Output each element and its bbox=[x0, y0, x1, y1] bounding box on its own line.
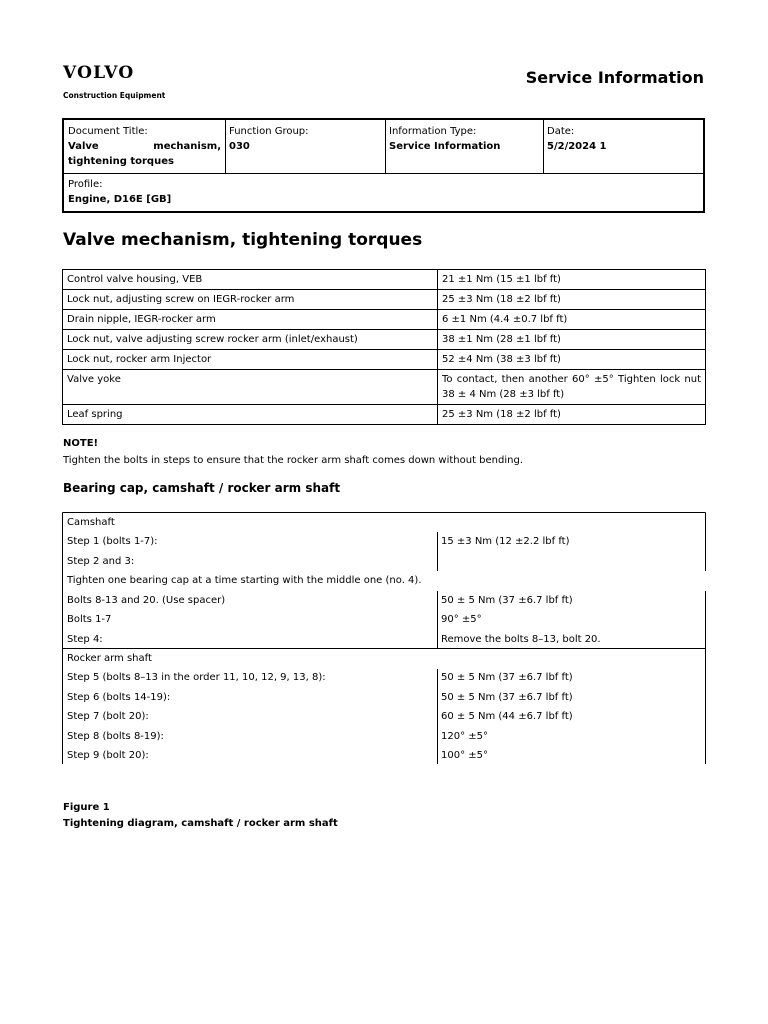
step-value: 15 ±3 Nm (12 ±2.2 lbf ft) bbox=[441, 536, 570, 547]
step-value: 50 ± 5 Nm (37 ±6.7 lbf ft) bbox=[441, 595, 573, 606]
torque-cell: 52 ±4 Nm (38 ±3 lbf ft) bbox=[438, 350, 706, 370]
torque-cell: 25 ±3 Nm (18 ±2 lbf ft) bbox=[438, 405, 706, 425]
date-value: 5/2/2024 1 bbox=[547, 141, 607, 152]
table-row bbox=[63, 350, 706, 370]
torque-cell: 21 ±1 Nm (15 ±1 lbf ft) bbox=[438, 270, 706, 290]
document-title-value: Valve mechanism, tightening torques bbox=[68, 141, 221, 167]
step-label: Step 2 and 3: bbox=[67, 556, 135, 567]
function-group-value: 030 bbox=[229, 141, 250, 152]
table-row bbox=[63, 270, 706, 290]
table-row bbox=[63, 330, 706, 350]
step-label: Step 1 (bolts 1-7): bbox=[67, 536, 158, 547]
part-cell: Control valve housing, VEB bbox=[63, 270, 438, 290]
step-value: 50 ± 5 Nm (37 ±6.7 lbf ft) bbox=[441, 692, 573, 703]
figure-caption: Tightening diagram, camshaft / rocker arm shaft bbox=[63, 818, 338, 829]
document-title-cell bbox=[64, 120, 225, 173]
profile-value: Engine, D16E [GB] bbox=[68, 194, 172, 205]
step-label: Step 8 (bolts 8-19): bbox=[67, 731, 164, 742]
information-type-label: Information Type: bbox=[389, 126, 477, 137]
function-group-cell bbox=[225, 120, 385, 158]
part-cell: Lock nut, valve adjusting screw rocker arm (inlet/exhaust) bbox=[63, 330, 438, 350]
steps-table-lines bbox=[62, 512, 706, 764]
step-value: 120° ±5° bbox=[441, 731, 489, 742]
note-text: Tighten the bolts in steps to ensure that the rocker arm shaft comes down without bending. bbox=[63, 455, 524, 466]
torque-cell: 25 ±3 Nm (18 ±2 lbf ft) bbox=[438, 290, 706, 310]
document-meta-table bbox=[62, 118, 705, 213]
step-value: 60 ± 5 Nm (44 ±6.7 lbf ft) bbox=[441, 711, 573, 722]
step-label: Camshaft bbox=[67, 517, 115, 528]
part-cell: Lock nut, rocker arm Injector bbox=[63, 350, 438, 370]
page-title: Service Information bbox=[525, 68, 704, 87]
note-heading: NOTE! bbox=[63, 438, 99, 449]
step-label: Step 4: bbox=[67, 634, 103, 645]
part-cell: Lock nut, adjusting screw on IEGR-rocker arm bbox=[63, 290, 438, 310]
step-label: Step 7 (bolt 20): bbox=[67, 711, 149, 722]
subsection-heading: Bearing cap, camshaft / rocker arm shaft bbox=[63, 481, 341, 495]
table-row bbox=[63, 290, 706, 310]
step-label: Bolts 8-13 and 20. (Use spacer) bbox=[67, 595, 226, 606]
part-cell: Leaf spring bbox=[63, 405, 438, 425]
table-row bbox=[63, 405, 706, 425]
part-cell: Drain nipple, IEGR-rocker arm bbox=[63, 310, 438, 330]
brand-subtitle: Construction Equipment bbox=[63, 91, 166, 100]
profile-cell bbox=[64, 173, 364, 211]
step-label: Tighten one bearing cap at a time starting with the middle one (no. 4). bbox=[67, 575, 422, 586]
date-cell bbox=[543, 120, 703, 158]
volvo-logo bbox=[63, 64, 173, 100]
step-label: Step 9 (bolt 20): bbox=[67, 750, 149, 761]
function-group-label: Function Group: bbox=[229, 126, 309, 137]
step-label: Step 6 (bolts 14-19): bbox=[67, 692, 171, 703]
torque-cell: To contact, then another 60° ±5° Tighten lock nut 38 ± 4 Nm (28 ±3 lbf ft) bbox=[438, 370, 706, 405]
step-label: Step 5 (bolts 8–13 in the order 11, 10, 12, 9, 13, 8): bbox=[67, 672, 326, 683]
section-heading: Valve mechanism, tightening torques bbox=[63, 230, 423, 250]
information-type-cell bbox=[385, 120, 543, 158]
torque-cell: 38 ±1 Nm (28 ±1 lbf ft) bbox=[438, 330, 706, 350]
torque-table bbox=[62, 269, 706, 425]
step-label: Rocker arm shaft bbox=[67, 653, 152, 664]
figure-label: Figure 1 bbox=[63, 802, 110, 813]
table-row bbox=[63, 370, 706, 405]
date-label: Date: bbox=[547, 126, 575, 137]
step-value: 50 ± 5 Nm (37 ±6.7 lbf ft) bbox=[441, 672, 573, 683]
steps-table bbox=[62, 512, 706, 764]
profile-label: Profile: bbox=[68, 179, 103, 190]
information-type-value: Service Information bbox=[389, 141, 501, 152]
table-row bbox=[63, 310, 706, 330]
torque-cell: 6 ±1 Nm (4.4 ±0.7 lbf ft) bbox=[438, 310, 706, 330]
step-value: 100° ±5° bbox=[441, 750, 489, 761]
document-title-label: Document Title: bbox=[68, 126, 148, 137]
part-cell: Valve yoke bbox=[63, 370, 438, 405]
step-label: Bolts 1-7 bbox=[67, 614, 112, 625]
step-value: Remove the bolts 8–13, bolt 20. bbox=[441, 634, 601, 645]
step-value: 90° ±5° bbox=[441, 614, 482, 625]
brand-name: VOLVO bbox=[63, 63, 135, 83]
